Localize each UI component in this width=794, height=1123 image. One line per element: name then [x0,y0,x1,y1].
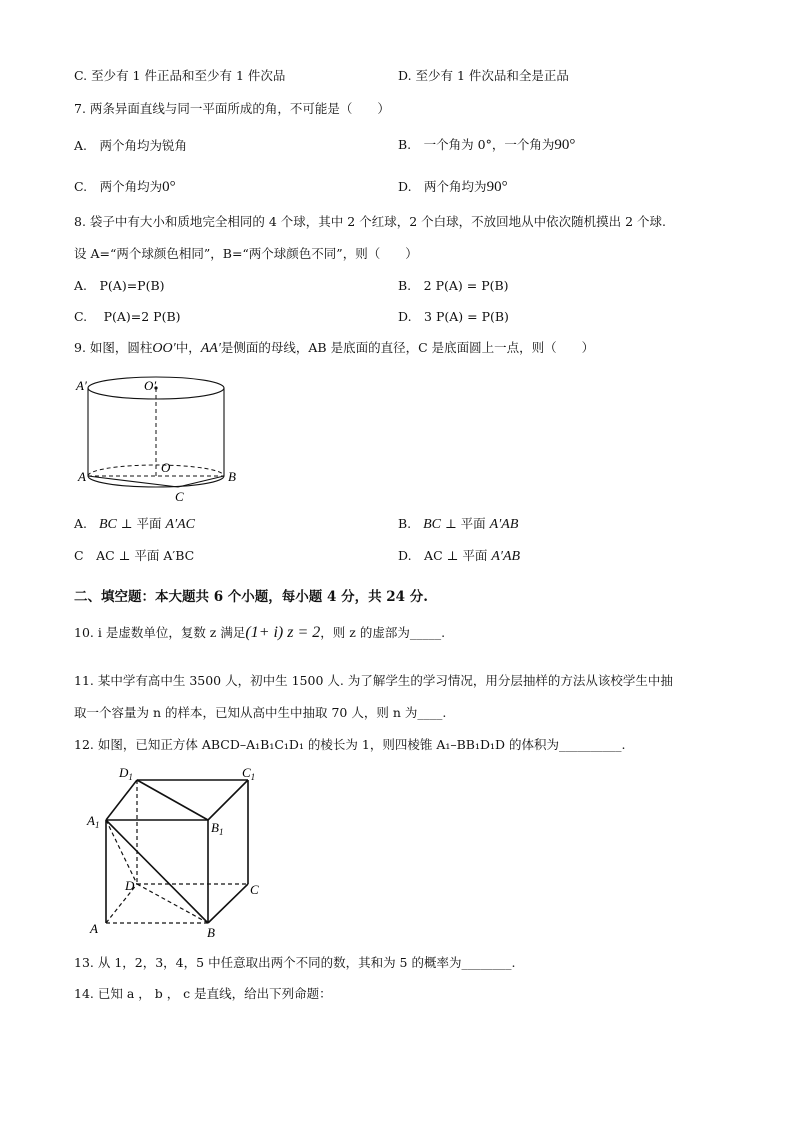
diagonal-d1-b1 [137,780,208,820]
edge-c-b [208,884,248,923]
q8-stem-line1: 8. 袋子中有大小和质地完全相同的 4 个球，其中 2 个红球，2 个白球，不放回地从中依次随机摸出 2 个球. [74,214,667,229]
q7-option-d-text: D. 两个角均为 [398,179,487,194]
edge-b1-c1 [208,780,248,820]
q7-option-a: A. 两个角均为锐角 [74,138,188,153]
q8-option-a: A. P(A)=P(B) [74,278,165,293]
cylinder-figure [70,368,250,506]
q7-stem: 7. 两条异面直线与同一平面所成的角，不可能是（ ） [74,101,390,116]
q7-option-b [398,136,575,154]
label-o-prime: O′ [144,378,157,393]
hidden-segment-a1-d [106,820,137,884]
q7-option-d [398,178,508,196]
q8-option-d: D. 3 P(A) = P(B) [398,309,509,324]
q8-option-b: B. 2 P(A) = P(B) [398,278,509,293]
q7-option-c-text: C. 两个角均为 [74,179,163,194]
q10-stem-math: (1+ i) z = 2 [245,624,321,641]
q9-stem-math-1: OO′ [152,341,176,356]
section-2-heading: 二、填空题：本大题共 6 个小题，每小题 4 分，共 24 分. [74,589,428,605]
q10-stem-text-1: 10. i 是虚数单位，复数 z 满足 [74,625,246,640]
segment-a1-b [106,820,208,923]
q9-option-a-text: ⊥ 平面 [116,516,166,531]
q9-option-a-math-1: BC [98,517,117,532]
label-a: A [78,469,86,484]
q9-option-b-text: ⊥ 平面 [440,516,490,531]
label-b: B [228,469,236,484]
label-d1: $D_1$ [119,765,133,782]
q7-option-c [74,178,176,196]
q9-option-b-math-2: A′AB [489,517,519,532]
q9-option-d [398,548,520,566]
q7-option-c-math: 0° [162,179,176,195]
q6-option-d: D. 至少有 1 件次品和全是正品 [398,68,569,83]
label-c: C [175,489,184,504]
q9-option-c: C AC ⊥ 平面 A′BC [74,548,195,563]
q6-option-c: C. 至少有 1 件正品和至少有 1 件次品 [74,68,286,83]
q9-option-b-letter: B. [398,516,412,531]
cylinder-bottom-front-arc [88,476,224,487]
q9-stem-text-2: 中， [175,340,201,355]
segment-ac [88,476,178,487]
label-c1: $C_1$ [242,765,256,782]
q8-option-c: C. P(A)=2 P(B) [74,309,181,324]
q11-stem-line1: 11. 某中学有高中生 3500 人，初中生 1500 人. 为了解学生的学习情况，用分层抽样的方法从该校学生中抽 [74,673,673,688]
q9-stem-text-1: 9. 如图，圆柱 [74,340,153,355]
label-c: C [250,882,259,897]
label-a-prime: A′ [76,378,87,393]
label-d: D [125,878,135,893]
segment-cb [178,476,224,487]
q8-stem-line2: 设 A=“两个球颜色相同”，B=“两个球颜色不同”，则（ ） [74,246,418,261]
q9-option-b [398,516,518,534]
q7-option-b-text: B. 一个角为 0°，一个角为 [398,137,555,152]
q12-stem: 12. 如图，已知正方体 ABCD–A₁B₁C₁D₁ 的棱长为 1，则四棱锥 A₁–BB₁D₁D 的体积为__________. [74,737,626,752]
q9-stem-math-2: AA′ [200,341,221,356]
q9-option-a [74,516,195,534]
q9-option-a-letter: A. [74,516,88,531]
q9-option-b-math-1: BC [423,517,441,532]
q7-option-b-math: 90° [554,137,576,153]
q11-stem-line2: 取一个容量为 n 的样本，已知从高中生中抽取 70 人，则 n 为____. [74,705,447,720]
label-a: A [90,921,98,936]
q9-stem [74,340,594,358]
q14-stem: 14. 已知 a ， b ， c 是直线，给出下列命题： [74,986,332,1001]
q9-option-d-math: A′AB [491,549,521,564]
cube-figure [84,758,274,943]
label-b: B [207,925,215,940]
q10-stem [74,623,445,642]
label-o: O [161,460,171,475]
q7-option-d-math: 90° [486,179,508,195]
q10-stem-text-2: ，则 z 的虚部为_____. [320,625,446,640]
q9-option-a-math-2: A′AC [165,517,196,532]
edge-a1-d1 [106,780,137,820]
q9-stem-text-3: 是侧面的母线，AB 是底面的直径，C 是底面圆上一点，则（ ） [220,340,595,355]
hidden-diagonal-d-b [137,884,208,923]
q13-stem: 13. 从 1，2，3，4，5 中任意取出两个不同的数，其和为 5 的概率为________. [74,955,516,970]
label-b1: $B_1$ [211,820,224,837]
q9-option-d-text: D. AC ⊥ 平面 [398,548,492,563]
label-a1: $A_1$ [87,813,100,830]
